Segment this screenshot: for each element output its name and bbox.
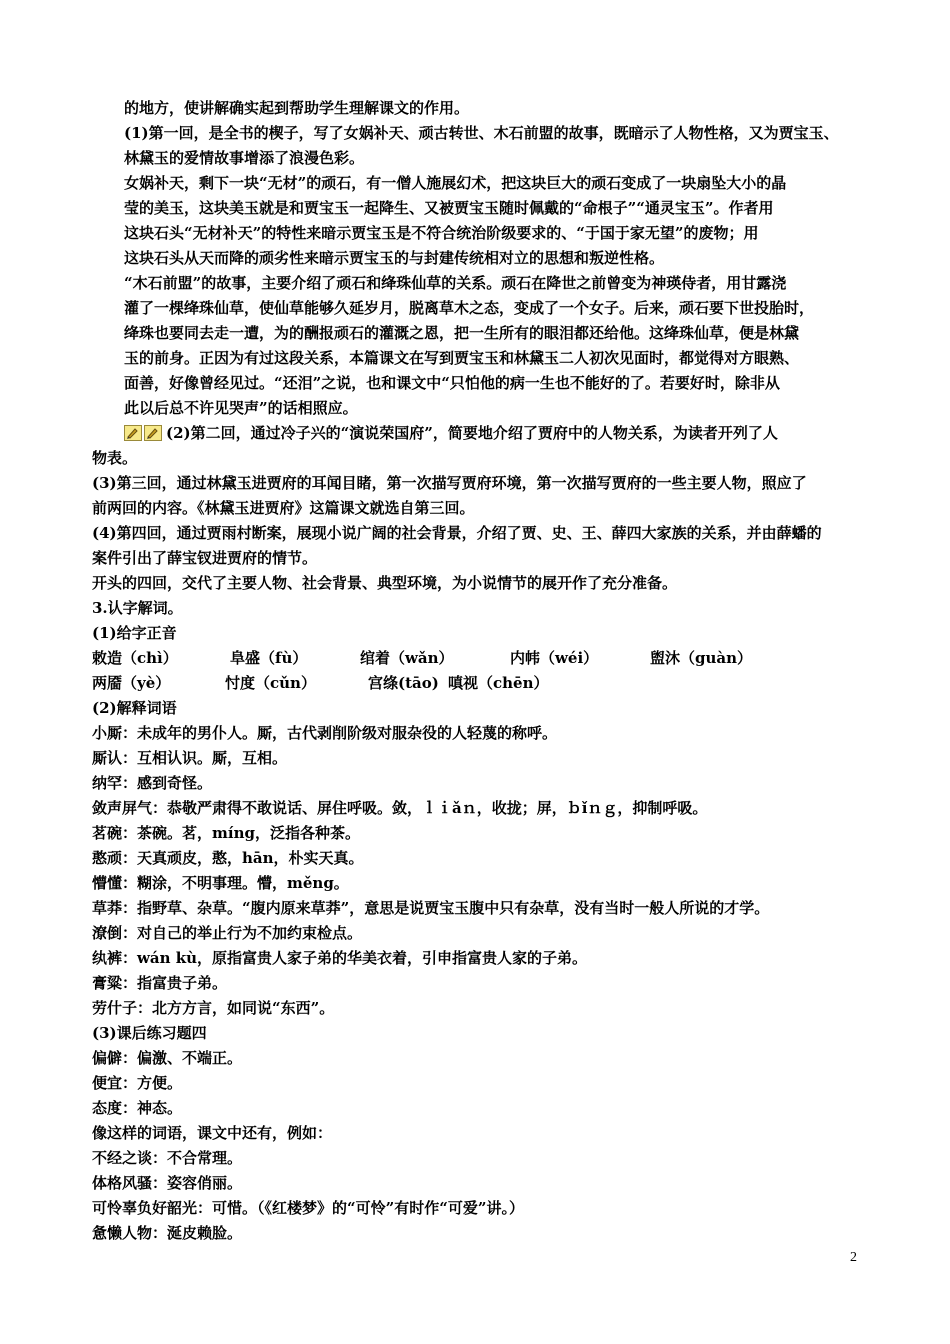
section-heading: 3.认字解词。 [92, 599, 183, 617]
text-line: 玉的前身。正因为有过这段关系，本篇课文在写到贾宝玉和林黛玉二人初次见面时，都觉得对方眼熟、 [124, 349, 800, 367]
text-line: 绛珠也要同去走一遭，为的酬报顽石的灌溉之恩，把一生所有的眼泪都还给他。这绛珠仙草，便是林黛 [124, 324, 800, 342]
pinyin-item: 忖度（cǔn） [225, 674, 316, 692]
pencil-icon [124, 425, 142, 441]
definition-line: 憨顽：天真顽皮，憨，hān，朴实天真。 [92, 849, 364, 867]
definition-line: 懵懂：糊涂，不明事理。懵，měng。 [92, 874, 349, 892]
pinyin-item: 宫绦(tāo) [368, 674, 439, 692]
pinyin-item: 阜盛（fù） [230, 649, 308, 667]
text-line: 的地方，使讲解确实起到帮助学生理解课文的作用。 [124, 99, 470, 117]
definition-line: 像这样的词语，课文中还有，例如： [92, 1124, 333, 1142]
definition-line: 劳什子：北方方言，如同说“东西”。 [92, 999, 335, 1017]
pencil-icon [144, 425, 162, 441]
definition-line: 敛声屏气：恭敬严肃得不敢说话、屏住呼吸。敛，ｌｉǎｎ，收拢；屏，ｂǐｎｇ，抑制呼吸。 [92, 799, 708, 817]
text-line-with-icons [124, 421, 914, 449]
definition-line: 厮认：互相认识。厮，互相。 [92, 749, 288, 767]
text-line: 莹的美玉，这块美玉就是和贾宝玉一起降生、又被贾宝玉随时佩戴的“命根子”“通灵宝玉”。作者用 [124, 199, 774, 217]
definition-line: 草莽：指野草、杂草。“腹内原来草莽”，意思是说贾宝玉腹中只有杂草，没有当时一般人所说的才学。 [92, 899, 770, 917]
subsection-heading: (2)解释词语 [92, 699, 177, 717]
text-line: 林黛玉的爱情故事增添了浪漫色彩。 [124, 149, 365, 167]
pinyin-item: 两靥（yè） [92, 674, 171, 692]
text-line: 灌了一棵绛珠仙草，使仙草能够久延岁月，脱离草木之态，变成了一个女子。后来，顽石要下世投胎时， [124, 299, 815, 317]
page-number: 2 [850, 1250, 857, 1265]
definition-line: 体格风骚：姿容俏丽。 [92, 1174, 243, 1192]
definition-line: 茗碗：茶碗。茗，míng，泛指各种茶。 [92, 824, 360, 842]
pinyin-item: 绾着（wǎn） [360, 649, 454, 667]
definition-line: 便宜：方便。 [92, 1074, 183, 1092]
text-line: 物表。 [92, 449, 138, 467]
definition-line: 偏僻：偏激、不端正。 [92, 1049, 243, 1067]
text-line: “木石前盟”的故事，主要介绍了顽石和绛珠仙草的关系。顽石在降世之前曾变为神瑛侍者，用甘露浇 [124, 274, 787, 292]
pinyin-item: 敕造（chì） [92, 649, 178, 667]
subsection-heading: (3)课后练习题四 [92, 1024, 207, 1042]
text-line: 开头的四回，交代了主要人物、社会背景、典型环境，为小说情节的展开作了充分准备。 [92, 574, 678, 592]
text-line: 此以后总不许见哭声”的话相照应。 [124, 399, 358, 417]
subsection-heading: (1)给字正音 [92, 624, 177, 642]
definition-line: 潦倒：对自己的举止行为不加约束检点。 [92, 924, 363, 942]
definition-line: 态度：神态。 [92, 1099, 183, 1117]
text-line: 前两回的内容。《林黛玉进贾府》这篇课文就选自第三回。 [92, 499, 475, 517]
pinyin-item: 嗔视（chēn） [448, 674, 549, 692]
text-segment: (2)第二回，通过冷子兴的“演说荣国府”，简要地介绍了贾府中的人物关系，为读者开列了人 [166, 424, 778, 442]
definition-line: 膏粱：指富贵子弟。 [92, 974, 228, 992]
text-line: 案件引出了薛宝钗进贾府的情节。 [92, 549, 318, 567]
definition-line: 惫懒人物：涎皮赖脸。 [92, 1224, 243, 1242]
definition-line: 纳罕：感到奇怪。 [92, 774, 213, 792]
definition-line: 小厮：未成年的男仆人。厮，古代剥削阶级对服杂役的人轻蔑的称呼。 [92, 724, 558, 742]
annotation-icons [124, 424, 164, 449]
text-line: (4)第四回，通过贾雨村断案，展现小说广阔的社会背景，介绍了贾、史、王、薛四大家族的关系，并由薛蟠的 [92, 524, 822, 542]
definition-line: 纨裤：wán kù，原指富贵人家子弟的华美衣着，引申指富贵人家的子弟。 [92, 949, 588, 967]
text-line: 这块石头“无材补天”的特性来暗示贾宝玉是不符合统治阶级要求的、“于国于家无望”的废物；用 [124, 224, 759, 242]
pinyin-item: 盥沐（guàn） [650, 649, 753, 667]
pinyin-item: 内帏（wéi） [510, 649, 599, 667]
text-line: 这块石头从天而降的顽劣性来暗示贾宝玉的与封建传统相对立的思想和叛逆性格。 [124, 249, 665, 267]
text-line: 面善，好像曾经见过。“还泪”之说，也和课文中“只怕他的病一生也不能好的了。若要好时，除非从 [124, 374, 780, 392]
text-line: (1)第一回，是全书的楔子，写了女娲补天、顽古转世、木石前盟的故事，既暗示了人物性格，又为贾宝玉、 [124, 124, 839, 142]
text-line: 女娲补天，剩下一块“无材”的顽石，有一僧人施展幻术，把这块巨大的顽石变成了一块扇坠大小的晶 [124, 174, 787, 192]
definition-line: 不经之谈：不合常理。 [92, 1149, 243, 1167]
text-line: (3)第三回，通过林黛玉进贾府的耳闻目睹，第一次描写贾府环境，第一次描写贾府的一些主要人物，照应了 [92, 474, 807, 492]
definition-line: 可怜辜负好韶光：可惜。（《红楼梦》的“可怜”有时作“可爱”讲。） [92, 1199, 525, 1217]
